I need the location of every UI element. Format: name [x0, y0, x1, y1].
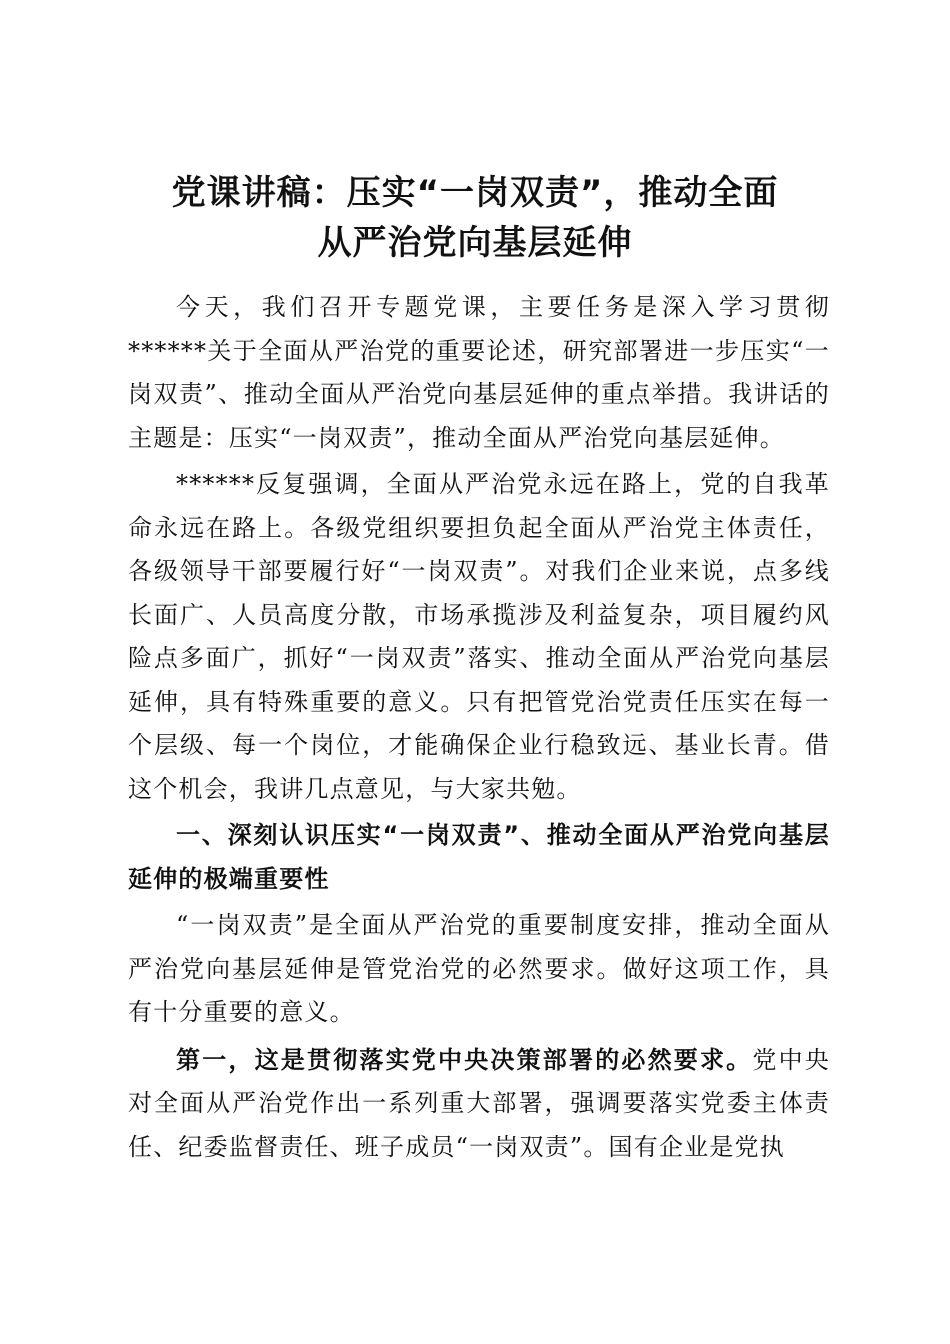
document-title — [100, 168, 850, 268]
paragraph-intro: 今天，我们召开专题党课，主要任务是深入学习贯彻******关于全面从严治党的重要论述，研究部署进一步压实“一岗双责”、推动全面从严治党向基层延伸的重点举措。我讲话的主题是：压实“一岗双责”，推动全面从严治党向基层延伸。 — [128, 293, 830, 452]
paragraph-point-1 — [128, 1038, 830, 1170]
paragraph-section1-intro: “一岗双责”是全面从严治党的重要制度安排，推动全面从严治党向基层延伸是管党治党的必然要求。做好这项工作，具有十分重要的意义。 — [128, 911, 830, 1026]
point-1-lead: 第一，这是贯彻落实党中央决策部署的必然要求。 — [176, 1044, 753, 1074]
paragraph-background: ******反复强调，全面从严治党永远在路上，党的自我革命永远在路上。各级党组织要担负起全面从严治党主体责任，各级领导干部要履行好“一岗双责”。对我们企业来说，点多线长面广、人员高度分散，市场承揽涉及利益复杂，项目履约风险点多面广，抓好“一岗双责”落实、推动全面从严治党向基层延伸，具有特殊重要的意义。只有把管党治党责任压实在每一个层级、每一个岗位，才能确保企业行稳致远、基业长青。借这个机会，我讲几点意见，与大家共勉。 — [128, 470, 830, 803]
title-line-1: 党课讲稿：压实“一岗双责”，推动全面 — [171, 173, 779, 213]
document-body — [128, 286, 830, 1172]
section-heading-1: 一、深刻认识压实“一岗双责”、推动全面从严治党向基层延伸的极端重要性 — [128, 821, 830, 893]
title-line-2: 从严治党向基层延伸 — [317, 223, 633, 263]
point-1-text: 党中央对全面从严治党作出一系列重大部署，强调要落实党委主体责任、纪委监督责任、班子成员“一岗双责”。国有企业是党执 — [128, 1045, 830, 1161]
